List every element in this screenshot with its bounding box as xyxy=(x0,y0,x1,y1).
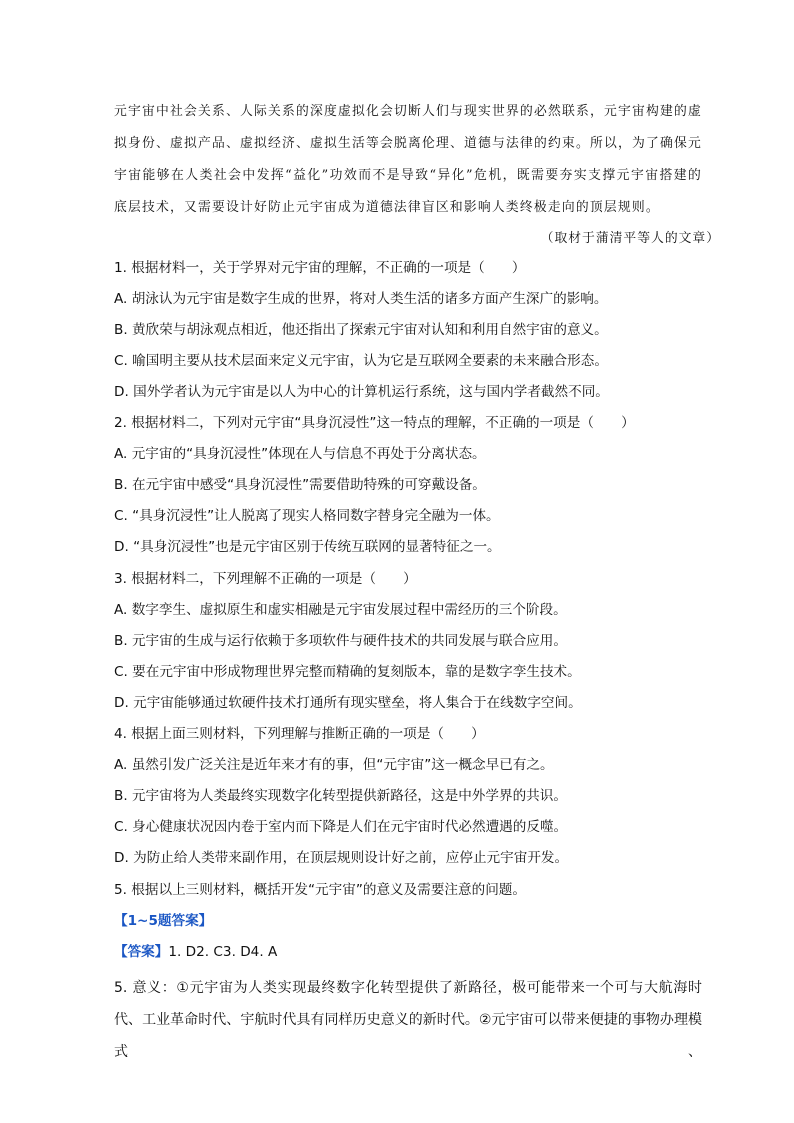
question-1-option-a: A. 胡泳认为元宇宙是数字生成的世界，将对人类生活的诸多方面产生深广的影响。 xyxy=(114,291,608,307)
question-1-option-d: D. 国外学者认为元宇宙是以人为中心的计算机运行系统，这与国内学者截然不同。 xyxy=(114,384,609,400)
question-3-option-c: C. 要在元宇宙中形成物理世界完整而精确的复刻版本，靠的是数字孪生技术。 xyxy=(114,664,581,680)
question-5-stem: 5. 根据以上三则材料，概括开发“元宇宙”的意义及需要注意的问题。 xyxy=(114,882,526,898)
question-3-option-a: A. 数字孪生、虚拟原生和虚实相融是元宇宙发展过程中需经历的三个阶段。 xyxy=(114,602,567,618)
question-1-option-b: B. 黄欣荣与胡泳观点相近，他还指出了探索元宇宙对认知和利用自然宇宙的意义。 xyxy=(114,322,608,338)
question-4-stem: 4. 根据上面三则材料，下列理解与推断正确的一项是（ ） xyxy=(114,726,485,742)
question-4-option-d: D. 为防止给人类带来副作用，在顶层规则设计好之前，应停止元宇宙开发。 xyxy=(114,850,569,866)
question-3-option-d: D. 元宇宙能够通过软硬件技术打通所有现实壁垒，将人集合于在线数字空间。 xyxy=(114,695,582,711)
question-2-option-c: C. “具身沉浸性”让人脱离了现实人格同数字替身完全融为一体。 xyxy=(114,508,500,524)
question-3-stem: 3. 根据材料二，下列理解不正确的一项是（ ） xyxy=(114,571,417,587)
question-2-option-a: A. 元宇宙的“具身沉浸性”体现在人与信息不再处于分离状态。 xyxy=(114,446,486,462)
question-3-option-b: B. 元宇宙的生成与运行依赖于多项软件与硬件技术的共同发展与联合应用。 xyxy=(114,633,567,649)
question-1-stem: 1. 根据材料一，关于学界对元宇宙的理解，不正确的一项是（ ） xyxy=(114,260,526,276)
intro-paragraph: 元宇宙中社会关系、人际关系的深度虚拟化会切断人们与现实世界的必然联系，元宇宙构建的虚拟身份、虚拟产品、虚拟经济、虚拟生活等会脱离伦理、道德与法律的约束。所以，为了确保元宇宙能够在人类社会中发挥“益化”功效而不是导致“异化”危机，既需要夯实支撑元宇宙搭建的底层技术，又需要设计好防止元宇宙成为道德法律盲区和影响人类终极走向的顶层规则。 xyxy=(114,104,702,215)
question-5-answer-paragraph: 5. 意义：①元宇宙为人类实现最终数字化转型提供了新路径，极可能带来一个可与大航海时代、工业革命时代、宇航时代具有同样历史意义的新时代。②元宇宙可以带来便捷的事物办理模式、 xyxy=(114,980,702,1060)
question-4-option-b: B. 元宇宙将为人类最终实现数字化转型提供新路径，这是中外学界的共识。 xyxy=(114,788,567,804)
question-4-option-c: C. 身心健康状况因内卷于室内而下降是人们在元宇宙时代必然遭遇的反噬。 xyxy=(114,819,568,835)
question-2-option-d: D. “具身沉浸性”也是元宇宙区别于传统互联网的显著特征之一。 xyxy=(114,539,501,555)
answer-text: 1. D2. C3. D4. A xyxy=(168,944,278,960)
answer-line xyxy=(114,942,714,962)
question-2-option-b: B. 在元宇宙中感受“具身沉浸性”需要借助特殊的可穿戴设备。 xyxy=(114,477,486,493)
answer-section-header: 【1~5题答案】 xyxy=(114,913,213,929)
source-note: （取材于蒲清平等人的文章） xyxy=(540,231,720,246)
question-4-option-a: A. 虽然引发广泛关注是近年来才有的事，但“元宇宙”这一概念早已有之。 xyxy=(114,757,554,773)
question-2-stem: 2. 根据材料二，下列对元宇宙“具身沉浸性”这一特点的理解，不正确的一项是（ ） xyxy=(114,415,635,431)
question-1-option-c: C. 喻国明主要从技术层面来定义元宇宙，认为它是互联网全要素的未来融合形态。 xyxy=(114,353,608,369)
answer-label: 【答案】 xyxy=(114,944,169,960)
